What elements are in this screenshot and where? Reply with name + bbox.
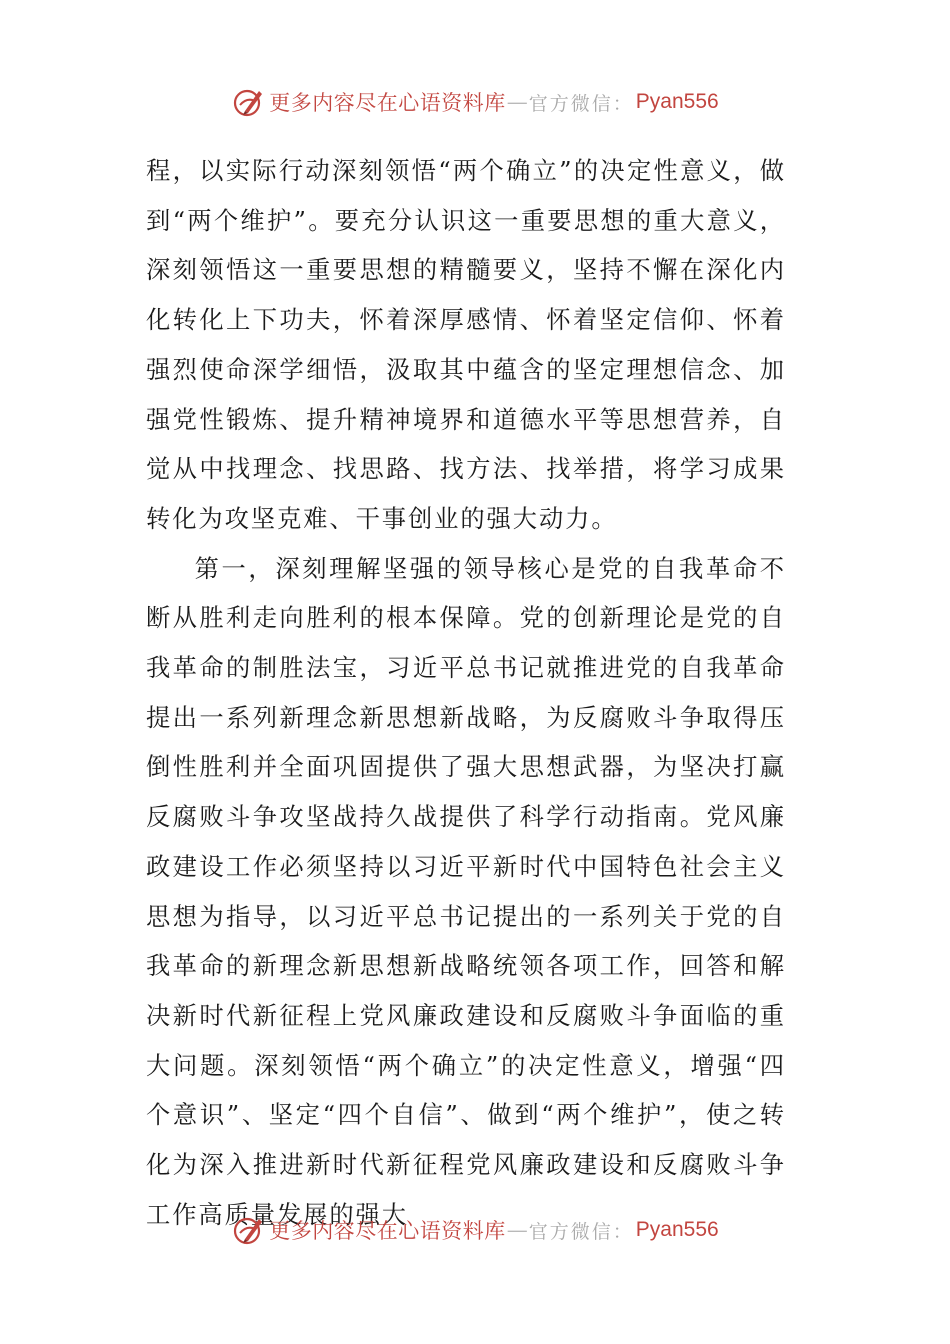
footer-banner <box>0 1210 950 1250</box>
banner-contact-id: Pyan556 <box>635 1218 719 1241</box>
pen-nib-logo-icon <box>231 1213 265 1247</box>
document-body <box>146 146 786 1239</box>
banner-contact-label: 官方微信： <box>528 1220 634 1243</box>
banner-brand-text: 更多内容尽在心语资料库 <box>269 1219 506 1243</box>
banner-separator: — <box>506 90 528 114</box>
banner-brand-text: 更多内容尽在心语资料库 <box>269 91 506 115</box>
body-paragraph-first-point: 第一，深刻理解坚强的领导核心是党的自我革命不断从胜利走向胜利的根本保障。党的创新理论是党的自我革命的制胜法宝，习近平总书记就推进党的自我革命提出一系列新理念新思想新战略，为反腐败斗争取得压倒性胜利并全面巩固提供了强大思想武器，为坚决打赢反腐败斗争攻坚战持久战提供了科学行动指南。党风廉政建设工作必须坚持以习近平新时代中国特色社会主义思想为指导，以习近平总书记提出的一系列关于党的自我革命的新理念新思想新战略统领各项工作，回答和解决新时代新征程上党风廉政建设和反腐败斗争面临的重大问题。深刻领悟“两个确立”的决定性意义，增强“四个意识”、坚定“四个自信”、做到“两个维护”，使之转化为深入推进新时代新征程党风廉政建设和反腐败斗争工作高质量发展的强大 <box>146 553 786 1229</box>
banner-contact-label: 官方微信： <box>528 92 634 115</box>
body-paragraph-continuation: 程，以实际行动深刻领悟“两个确立”的决定性意义，做到“两个维护”。要充分认识这一重要思想的重大意义，深刻领悟这一重要思想的精髓要义，坚持不懈在深化内化转化上下功夫，怀着深厚感情、怀着坚定信仰、怀着强烈使命深学细悟，汲取其中蕴含的坚定理想信念、加强党性锻炼、提升精神境界和道德水平等思想营养，自觉从中找理念、找思路、找方法、找举措，将学习成果转化为攻坚克难、干事创业的强大动力。 <box>146 156 786 533</box>
banner-separator: — <box>506 1218 528 1242</box>
banner-contact-id: Pyan556 <box>635 90 719 113</box>
header-banner <box>0 82 950 122</box>
pen-nib-logo-icon <box>231 85 265 119</box>
